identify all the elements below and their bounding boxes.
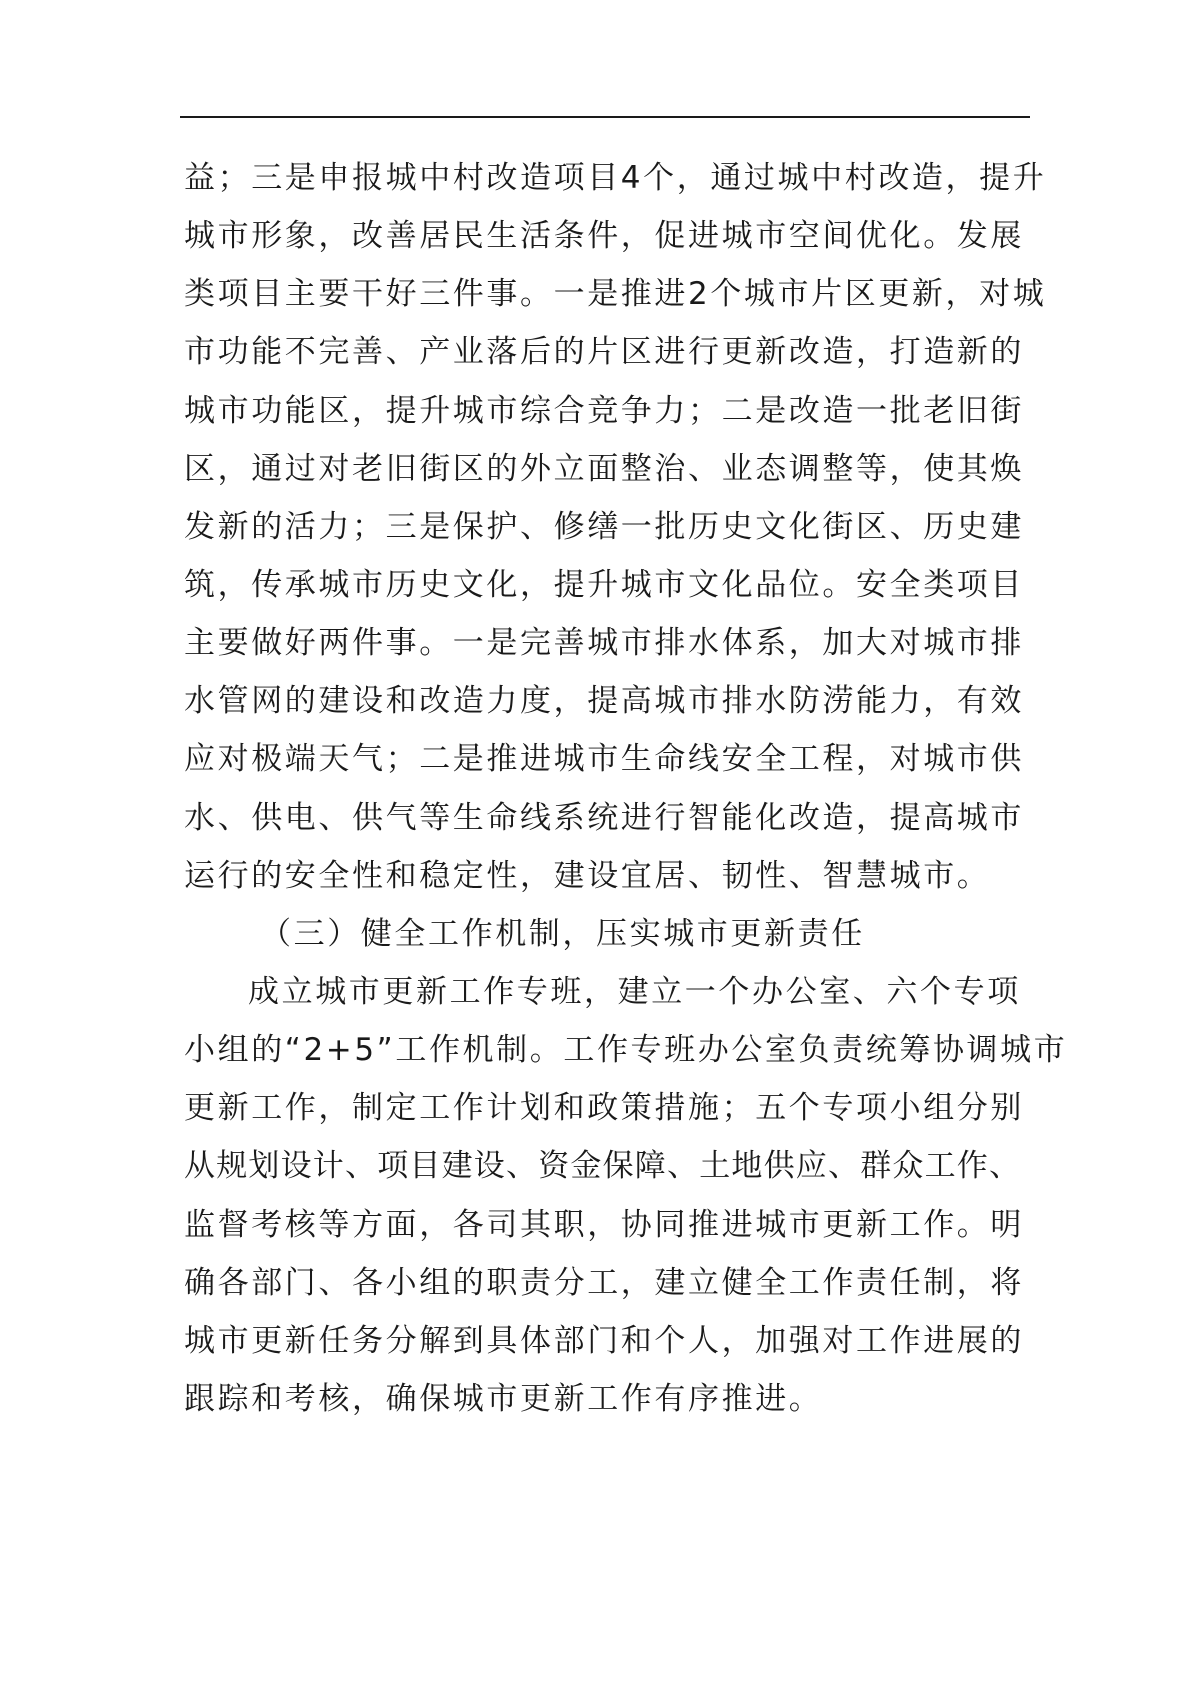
header-rule [180, 116, 1030, 118]
text-line: 发新的活力；三是保护、修缮一批历史文化街区、历史建 [184, 508, 1024, 545]
text-line: 跟踪和考核，确保城市更新工作有序推进。 [184, 1380, 823, 1417]
text-line: 类项目主要干好三件事。一是推进2个城市片区更新，对城 [184, 276, 1047, 313]
paragraph-first-line: 成立城市更新工作专班，建立一个办公室、六个专项 [248, 973, 1021, 1010]
text-line: 城市功能区，提升城市综合竞争力；二是改造一批老旧街 [184, 392, 1024, 429]
text-line: 更新工作，制定工作计划和政策措施；五个专项小组分别 [184, 1090, 1024, 1127]
text-line: 城市更新任务分解到具体部门和个人，加强对工作进展的 [184, 1322, 1024, 1359]
text-line: 小组的“2+5”工作机制。工作专班办公室负责统筹协调城市 [184, 1032, 1068, 1069]
text-line: 监督考核等方面，各司其职，协同推进城市更新工作。明 [184, 1206, 1024, 1243]
text-line: 水、供电、供气等生命线系统进行智能化改造，提高城市 [184, 799, 1024, 836]
text-line: 市功能不完善、产业落后的片区进行更新改造，打造新的 [184, 334, 1024, 371]
section-heading: （三）健全工作机制，压实城市更新责任 [260, 915, 865, 952]
text-line: 应对极端天气；二是推进城市生命线安全工程，对城市供 [184, 741, 1024, 778]
text-line: 从规划设计、项目建设、资金保障、土地供应、群众工作、 [184, 1148, 1022, 1185]
text-line: 筑，传承城市历史文化，提升城市文化品位。安全类项目 [184, 566, 1024, 603]
body-text [184, 149, 1068, 1428]
text-line: 主要做好两件事。一是完善城市排水体系，加大对城市排 [184, 625, 1024, 662]
text-line: 水管网的建设和改造力度，提高城市排水防涝能力，有效 [184, 683, 1024, 720]
text-line: 确各部门、各小组的职责分工，建立健全工作责任制，将 [184, 1264, 1024, 1301]
text-line: 城市形象，改善居民生活条件，促进城市空间优化。发展 [184, 218, 1024, 255]
text-line: 运行的安全性和稳定性，建设宜居、韧性、智慧城市。 [184, 857, 991, 894]
text-line: 区，通过对老旧街区的外立面整治、业态调整等，使其焕 [184, 450, 1024, 487]
text-line: 益；三是申报城中村改造项目4个，通过城中村改造，提升 [184, 160, 1047, 196]
